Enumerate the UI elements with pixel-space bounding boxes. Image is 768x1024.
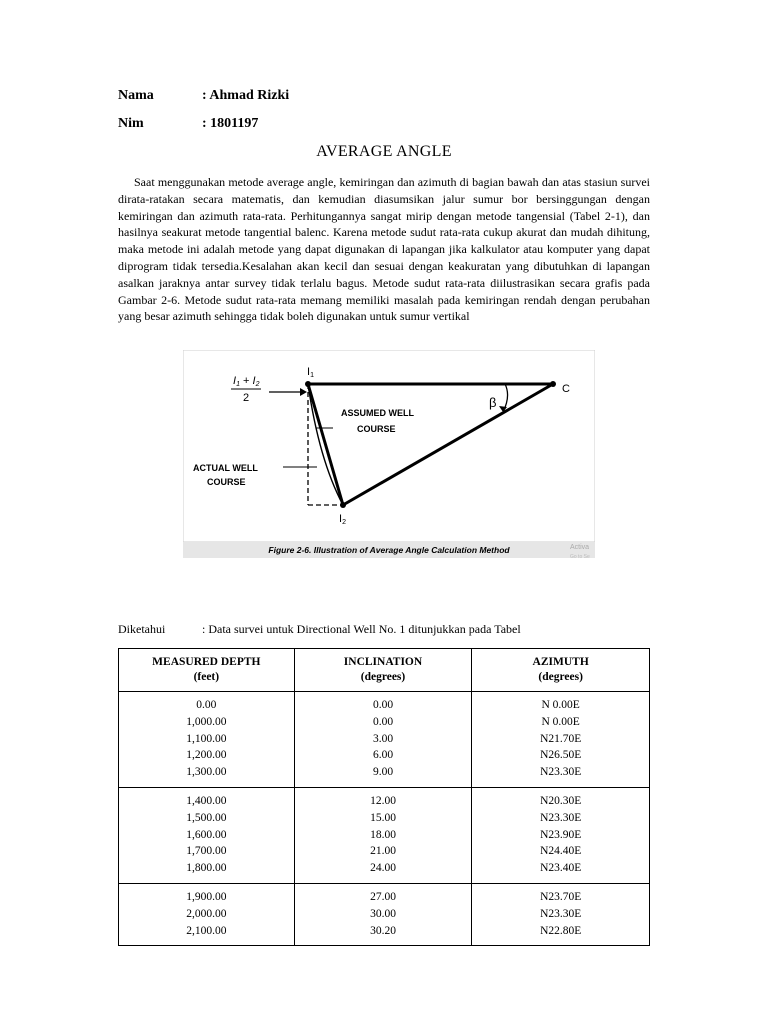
watermark-line2: Go to Se [570, 554, 590, 560]
actual-label-line2: COURSE [207, 477, 246, 487]
fraction-numerator: I1 + I2 [233, 375, 260, 388]
body-paragraph: Saat menggunakan metode average angle, kemiringan dan azimuth di bagian bawah dan atas stasiun survei dirata-ratakan secara matematis, dan kemudian diasumsikan jalur sumur bor bersinggungan dengan kemiringan dan azimuth rata-rata. Perhitungannya sangat mirip dengan metode tangensial (Tabel 2-1), dan hasilnya seakurat metode tangential balenc. Karena metode sudut rata-rata cukup akurat dan mudah dihitung, maka metode ini adalah metode yang dapat digunakan di lapangan jika kalkulator atau komputer yang dapat diprogram tidak tersedia.Kesalahan akan kecil dan sesuai dengan keakuratan yang dibutuhkan di lapangan asalkan jaraknya antar survey tidak terlalu bagus. Metode sudut rata-rata diilustrasikan secara grafis pada Gambar 2-6. Metode sudut rata-rata memang memiliki masalah pada kemiringan rendah dengan perubahan yang besar azimuth sehingga tidak boleh digunakan untuk sumur vertikal [118, 175, 650, 324]
header-inclination: INCLINATION (degrees) [294, 649, 472, 692]
assumed-label-line2: COURSE [357, 424, 396, 434]
azimuth-cell: N20.30E N23.30E N23.90E N24.40E N23.40E [472, 787, 650, 883]
watermark-line1: Activa [570, 544, 590, 551]
survey-table [118, 648, 650, 946]
label-i1: I1 [307, 366, 314, 379]
label-i2: I2 [339, 513, 346, 526]
name-value: : Ahmad Rizki [202, 88, 290, 103]
label-beta: β [489, 395, 497, 410]
given-label: Diketahui [118, 622, 166, 636]
azimuth-cell: N 0.00E N 0.00E N21.70E N26.50E N23.30E [472, 692, 650, 788]
depth-cell: 1,400.00 1,500.00 1,600.00 1,700.00 1,800.00 [119, 787, 295, 883]
given-text: : Data survei untuk Directional Well No. 1 ditunjukkan pada Tabel [202, 622, 521, 636]
table-header-row [119, 649, 650, 692]
assumed-label-line1: ASSUMED WELL [341, 408, 414, 418]
table-row [119, 883, 650, 945]
table-row [119, 787, 650, 883]
point-c [550, 381, 556, 387]
inclination-cell: 12.00 15.00 18.00 21.00 24.00 [294, 787, 472, 883]
page-title: AVERAGE ANGLE [316, 143, 452, 160]
label-c: C [562, 383, 570, 395]
figure-caption: Figure 2-6. Illustration of Average Angle Calculation Method [268, 545, 510, 555]
header-azimuth: AZIMUTH (degrees) [472, 649, 650, 692]
actual-label-line1: ACTUAL WELL [193, 463, 258, 473]
figure-average-angle [183, 350, 595, 560]
point-i2 [340, 502, 346, 508]
inclination-cell: 0.00 0.00 3.00 6.00 9.00 [294, 692, 472, 788]
depth-cell: 1,900.00 2,000.00 2,100.00 [119, 883, 295, 945]
figure-diagram [183, 350, 595, 560]
table-row [119, 692, 650, 788]
header-measured-depth: MEASURED DEPTH (feet) [119, 649, 295, 692]
azimuth-cell: N23.70E N23.30E N22.80E [472, 883, 650, 945]
fraction-denominator: 2 [243, 392, 250, 404]
point-i1 [305, 381, 311, 387]
inclination-cell: 27.00 30.00 30.20 [294, 883, 472, 945]
name-label: Nama [118, 88, 154, 103]
depth-cell: 0.00 1,000.00 1,100.00 1,200.00 1,300.00 [119, 692, 295, 788]
nim-label: Nim [118, 116, 144, 131]
nim-value: : 1801197 [202, 116, 259, 131]
